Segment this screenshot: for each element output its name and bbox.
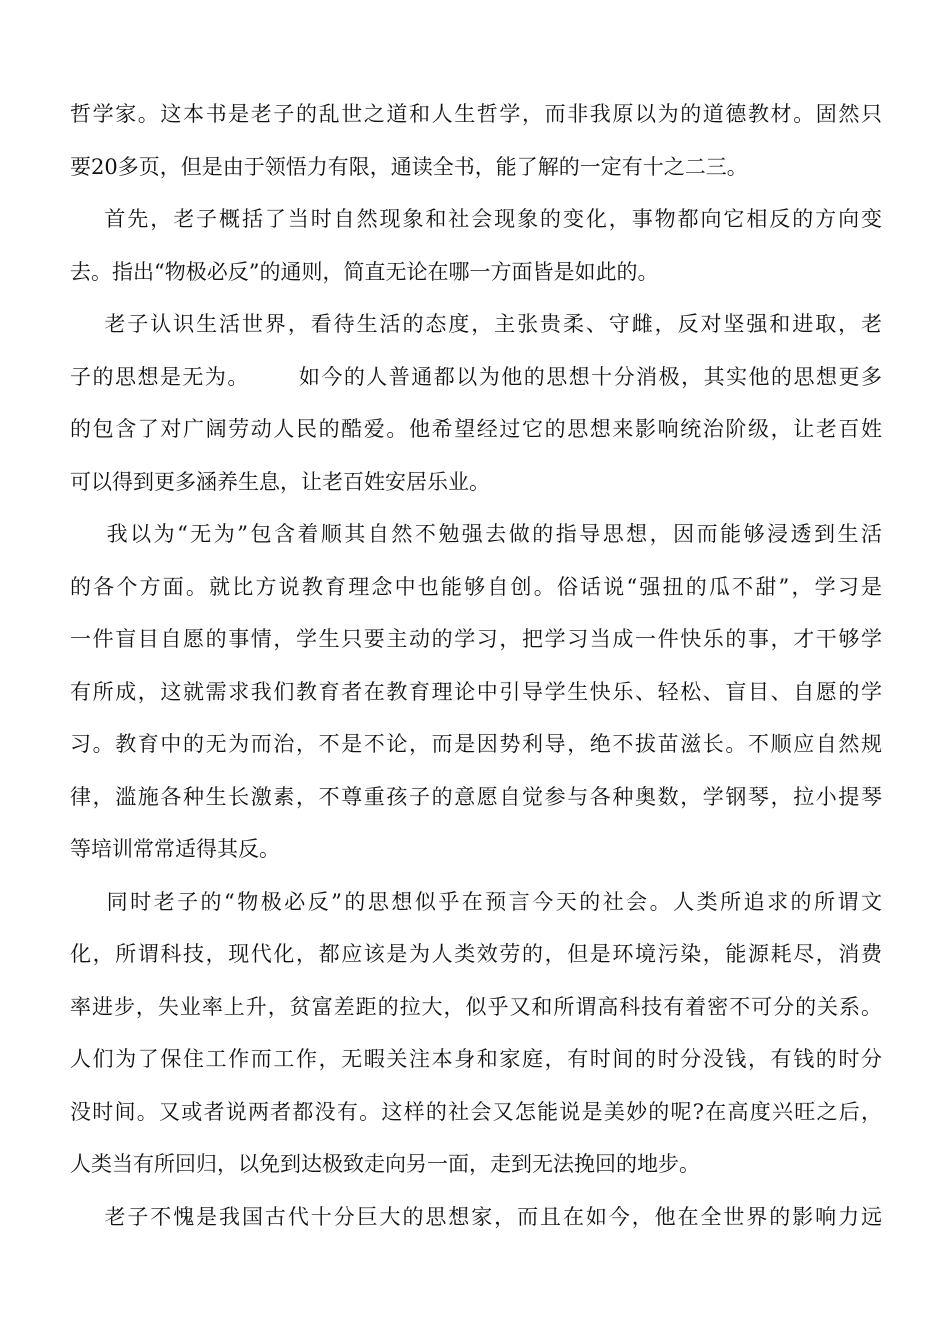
text-line: 的各个方面。就比方说教育理念中也能够自创。俗话说“强扭的瓜不甜”，学习是 (70, 574, 882, 599)
text-line: 化，所谓科技，现代化，都应该是为人类效劳的，但是环境污染，能源耗尽，消费 (70, 942, 882, 966)
text-line: 律，滥施各种生长激素，不尊重孩子的意愿自觉参与各种奥数，学钢琴，拉小提琴 (70, 784, 882, 809)
text-line: 老子不愧是我国古代十分巨大的思想家，而且在如今，他在全世界的影响力远 (70, 1204, 882, 1229)
text-line: 没时间。又或者说两者都没有。这样的社会又怎能说是美妙的呢?在高度兴旺之后， (70, 1099, 882, 1124)
text-line: 同时老子的“物极必反”的思想似乎在预言今天的社会。人类所追求的所谓文 (70, 889, 882, 914)
text-line: 习。教育中的无为而治，不是不论，而是因势利导，绝不拔苗滋长。不顺应自然规 (70, 732, 882, 756)
text-line: 的包含了对广阔劳动人民的酷爱。他希望经过它的思想来影响统治阶级，让老百姓 (70, 417, 882, 441)
text-line: 子的思想是无为。 如今的人普通都以为他的思想十分消极，其实他的思想更多 (70, 364, 882, 389)
text-line: 可以得到更多涵养生息，让老百姓安居乐业。 (70, 469, 490, 494)
text-line: 等培训常常适得其反。 (70, 837, 280, 861)
text-line: 首先，老子概括了当时自然现象和社会现象的变化，事物都向它相反的方向变 (70, 207, 882, 231)
text-line: 率进步，失业率上升，贫富差距的拉大，似乎又和所谓高科技有着密不可分的关系。 (70, 994, 882, 1019)
text-line: 要20多页，但是由于领悟力有限，通读全书，能了解的一定有十之二三。 (70, 154, 748, 179)
text-line: 我以为“无为”包含着顺其自然不勉强去做的指导思想，因而能够浸透到生活 (70, 522, 882, 546)
text-line: 去。指出“物极必反”的通则，简直无论在哪一方面皆是如此的。 (70, 259, 659, 284)
text-line: 哲学家。这本书是老子的乱世之道和人生哲学，而非我原以为的道德教材。固然只 (70, 102, 882, 126)
text-line: 人们为了保住工作而工作，无暇关注本身和家庭，有时间的时分没钱，有钱的时分 (70, 1047, 882, 1071)
text-line: 有所成，这就需求我们教育者在教育理论中引导学生快乐、轻松、盲目、自愿的学 (70, 679, 882, 704)
text-line: 一件盲目自愿的事情，学生只要主动的学习，把学习当成一件快乐的事，才干够学 (70, 627, 882, 651)
body-text (70, 88, 882, 1243)
text-line: 人类当有所回归，以免到达极致走向另一面，走到无法挽回的地步。 (70, 1152, 700, 1176)
text-line: 老子认识生活世界，看待生活的态度，主张贵柔、守雌，反对坚强和进取，老 (70, 312, 882, 336)
